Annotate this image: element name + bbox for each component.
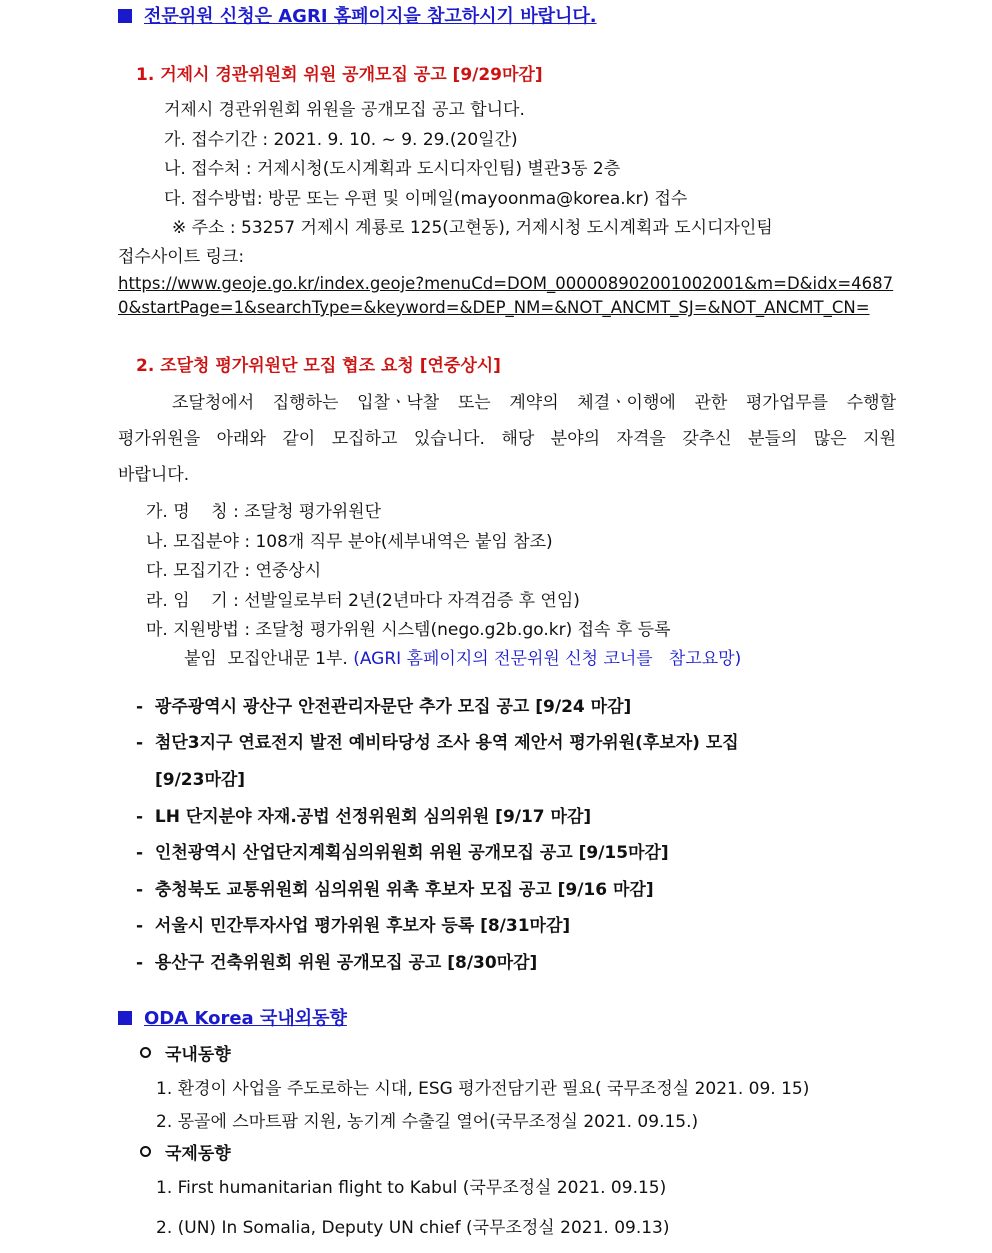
item2-method: 마. 지원방법 : 조달청 평가위원 시스템(nego.g2b.go.kr) 접속 후 등록 [146, 620, 671, 640]
notice-item: - 인천광역시 산업단지계획심의위원회 위원 공개모집 공고 [9/15마감] [136, 843, 669, 863]
notice-item: - 첨단3지구 연료전지 발전 예비타당성 조사 용역 제안서 평가위원(후보자) 모집 [136, 733, 739, 753]
notice-item: - LH 단지분야 자재.공법 선정위원회 심의위원 [9/17 마감] [136, 807, 592, 827]
item2-term: 라. 임 기 : 선발일로부터 2년(2년마다 자격검증 후 연임) [146, 591, 580, 611]
notice-item: - 용산구 건축위원회 위원 공개모집 공고 [8/30마감] [136, 953, 538, 973]
domestic-item: 2. 몽골에 스마트팜 지원, 농기계 수출길 열어(국무조정실 2021. 09.15.) [156, 1112, 699, 1132]
item2-name: 가. 명 칭 : 조달청 평가위원단 [146, 502, 382, 522]
international-item: 1. First humanitarian flight to Kabul (국무조정실 2021. 09.15) [156, 1178, 667, 1198]
notice-item: - 충청북도 교통위원회 심의위원 위촉 후보자 모집 공고 [9/16 마감] [136, 880, 654, 900]
blue-square-bullet-icon [118, 1011, 132, 1025]
domestic-item: 1. 환경이 사업을 주도로하는 시대, ESG 평가전담기관 필요( 국무조정실 2021. 09. 15) [156, 1079, 810, 1099]
notice-item-continued: [9/23마감] [155, 770, 246, 790]
item1-link-line1[interactable]: https://www.geoje.go.kr/index.geoje?menuCd=DOM_000008902001002001&m=D&idx=4687 [118, 274, 894, 293]
item2-field: 나. 모집분야 : 108개 직무 분야(세부내역은 붙임 참조) [146, 532, 553, 552]
attachment-text: 붙임 모집안내문 1부. [184, 649, 354, 669]
notice-item: - 광주광역시 광산구 안전관리자문단 추가 모집 공고 [9/24 마감] [136, 697, 632, 717]
section-header-agri: 전문위원 신청은 AGRI 홈페이지을 참고하시기 바랍니다. [118, 6, 597, 28]
circle-bullet-icon [140, 1146, 151, 1157]
international-title: 국제동향 [140, 1144, 231, 1164]
item1-intro: 거제시 경관위원회 위원을 공개모집 공고 합니다. [164, 100, 525, 120]
item1-method: 다. 접수방법: 방문 또는 우편 및 이메일(mayoonma@korea.kr) 접수 [164, 189, 688, 209]
item2-paragraph-line1: 조달청에서 집행하는 입찰ㆍ낙찰 또는 계약의 체결ㆍ이행에 관한 평가업무를 수행할 [172, 393, 896, 413]
attachment-note: (AGRI 홈페이지의 전문위원 신청 코너를 참고요망) [353, 649, 742, 669]
section-header-oda: ODA Korea 국내외동향 [118, 1008, 347, 1030]
item1-address-note: ※ 주소 : 53257 거제시 계룡로 125(고현동), 거제시청 도시계획과 도시디자인팀 [172, 218, 773, 238]
notice-item: - 서울시 민간투자사업 평가위원 후보자 등록 [8/31마감] [136, 916, 571, 936]
item1-place: 나. 접수처 : 거제시청(도시계획과 도시디자인팀) 별관3동 2층 [164, 159, 621, 179]
circle-bullet-icon [140, 1047, 151, 1058]
item1-link-line2[interactable]: 0&startPage=1&searchType=&keyword=&DEP_NM=&NOT_ANCMT_SJ=&NOT_ANCMT_CN= [118, 298, 870, 317]
item2-period: 다. 모집기간 : 연중상시 [146, 561, 322, 581]
international-item: 2. (UN) In Somalia, Deputy UN chief (국무조정실 2021. 09.13) [156, 1218, 670, 1238]
item2-paragraph-line2: 평가위원을 아래와 같이 모집하고 있습니다. 해당 분야의 자격을 갖추신 분들의 많은 지원 [118, 429, 896, 449]
item2-title: 2. 조달청 평가위원단 모집 협조 요청 [연중상시] [136, 356, 501, 376]
item2-paragraph-line3: 바랍니다. [118, 465, 190, 485]
blue-square-bullet-icon [118, 9, 132, 23]
domestic-title: 국내동향 [140, 1045, 231, 1065]
item2-attachment [184, 649, 741, 669]
item1-title: 1. 거제시 경관위원회 위원 공개모집 공고 [9/29마감] [136, 65, 543, 85]
item1-link-label: 접수사이트 링크: [118, 247, 245, 267]
item1-period: 가. 접수기간 : 2021. 9. 10. ~ 9. 29.(20일간) [164, 130, 518, 150]
